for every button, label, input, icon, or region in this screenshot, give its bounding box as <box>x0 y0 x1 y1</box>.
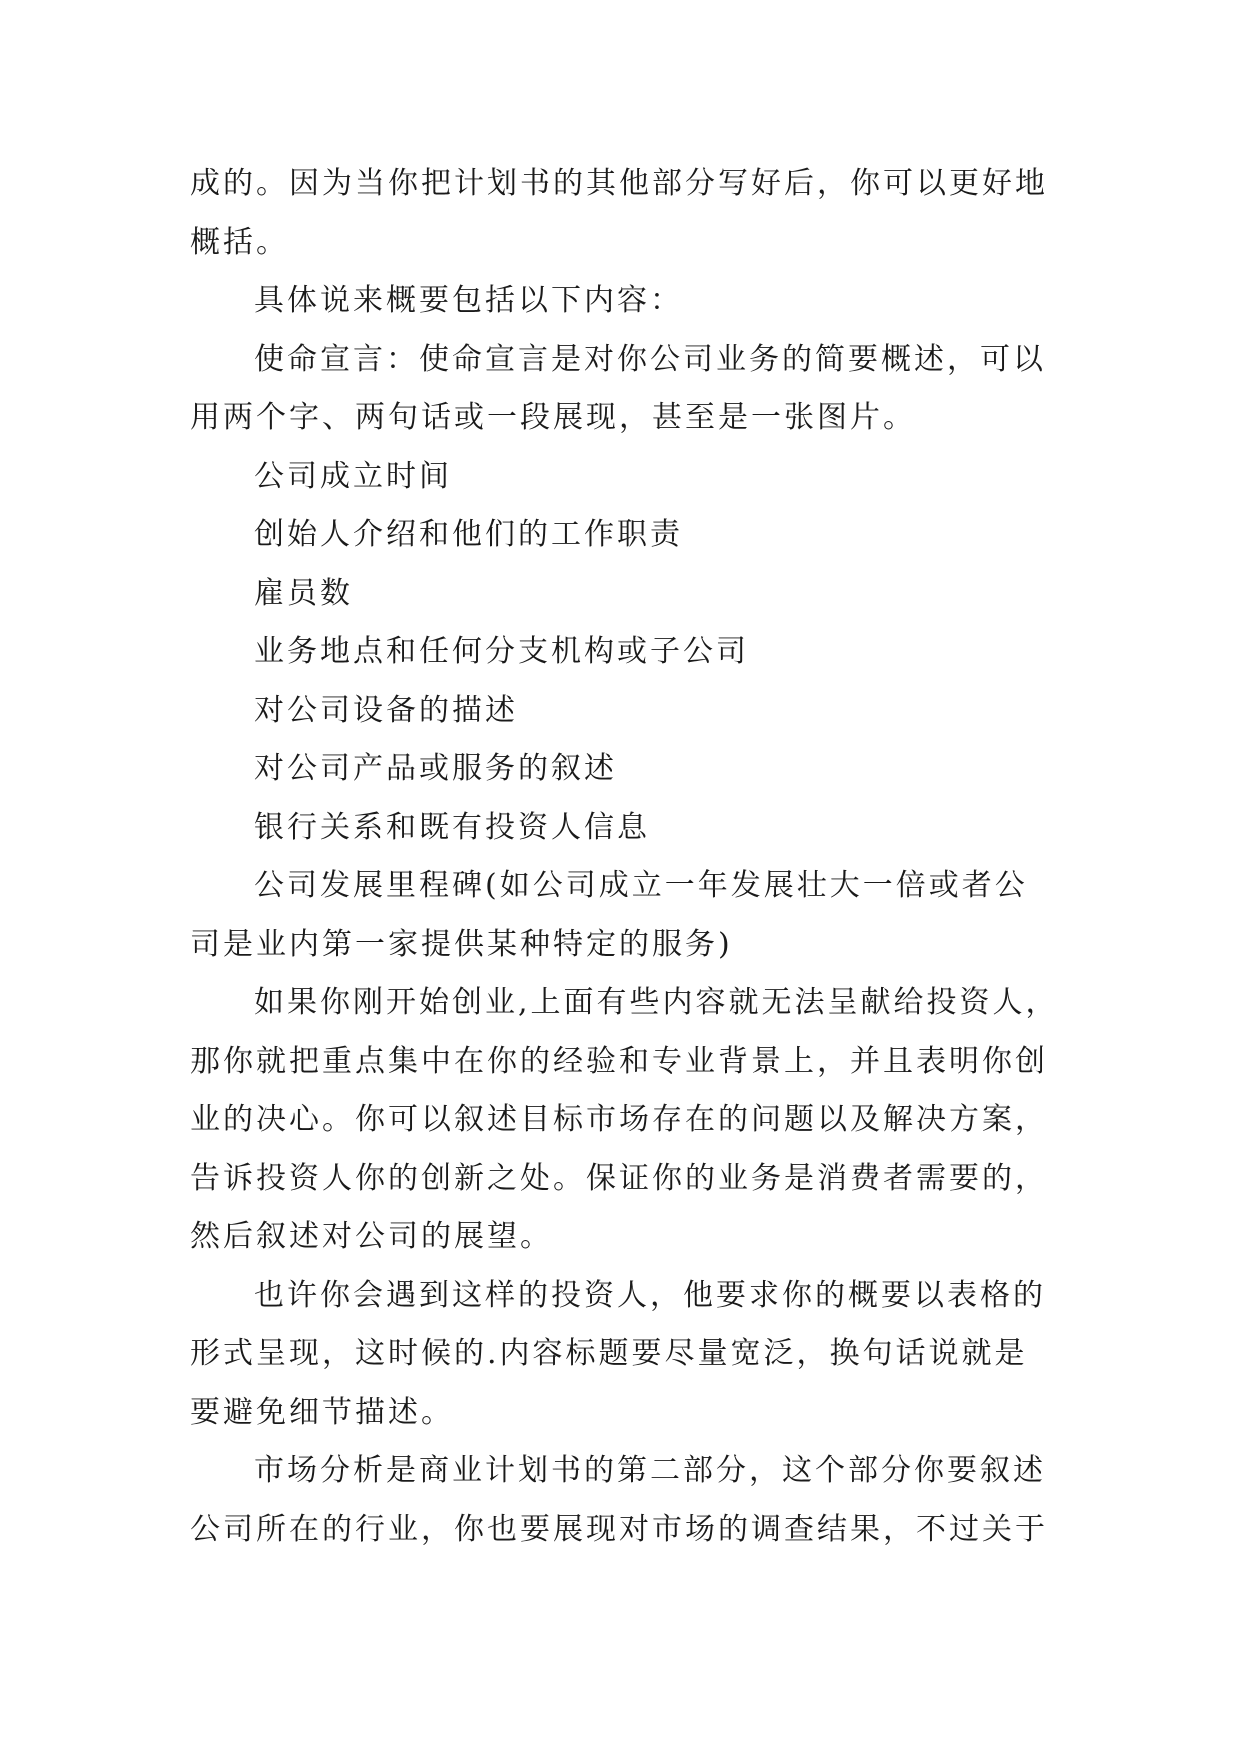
list-item-employees: 雇员数 <box>254 575 353 611</box>
list-item-equipment: 对公司设备的描述 <box>254 692 518 728</box>
list-item-founding-date: 公司成立时间 <box>254 458 452 494</box>
list-item-milestones: 公司发展里程碑(如公司成立一年发展壮大一倍或者公司是业内第一家提供某种特定的服务) <box>190 868 1028 962</box>
document-page <box>190 155 1060 1559</box>
paragraph-summary-intro: 具体说来概要包括以下内容： <box>254 283 683 318</box>
paragraph-startup-advice: 如果你刚开始创业,上面有些内容就无法呈献给投资人，那你就把重点集中在你的经验和专业背景上，并且表明你创业的决心。你可以叙述目标市场存在的问题以及解决方案，告诉投资人你的创新之处。保证你的业务是消费者需要的，然后叙述对公司的展望。 <box>190 985 1059 1254</box>
paragraph-continuation: 成的。因为当你把计划书的其他部分写好后，你可以更好地概括。 <box>190 166 1048 260</box>
list-item-banking: 银行关系和既有投资人信息 <box>254 809 650 845</box>
list-item-founders: 创始人介绍和他们的工作职责 <box>254 517 683 552</box>
list-item-products: 对公司产品或服务的叙述 <box>254 751 617 786</box>
paragraph-table-format: 也许你会遇到这样的投资人，他要求你的概要以表格的形式呈现，这时候的.内容标题要尽量宽泛，换句话说就是要避免细节描述。 <box>190 1277 1046 1430</box>
list-item-locations: 业务地点和任何分支机构或子公司 <box>254 634 749 669</box>
paragraph-mission-statement: 使命宣言：使命宣言是对你公司业务的简要概述，可以用两个字、两句话或一段展现，甚至是一张图片。 <box>190 341 1046 435</box>
paragraph-market-analysis: 市场分析是商业计划书的第二部分，这个部分你要叙述公司所在的行业，你也要展现对市场的调查结果，不过关于 <box>190 1453 1048 1547</box>
